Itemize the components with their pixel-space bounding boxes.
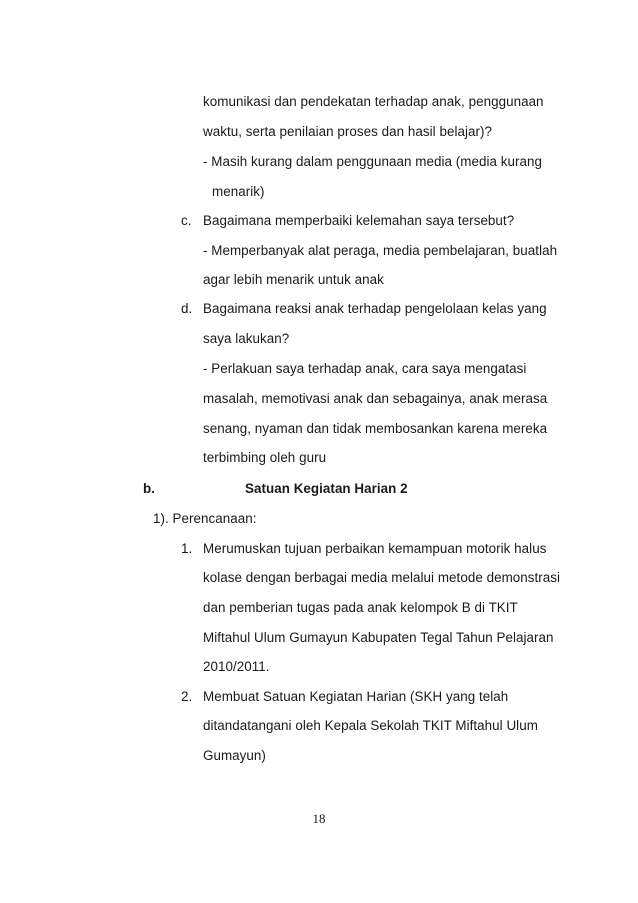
plan-item-2-line-3: Gumayun) — [203, 748, 266, 763]
item-d-marker: d. — [181, 301, 193, 316]
item-d-question-line-1: Bagaimana reaksi anak terhadap pengelolaan kelas yang — [203, 301, 547, 316]
continuation-answer-line-2: menarik) — [212, 184, 265, 199]
item-d-question-line-2: saya lakukan? — [203, 331, 290, 346]
plan-item-1-line-2: kolase dengan berbagai media melalui metode demonstrasi — [203, 570, 561, 585]
plan-item-2-marker: 2. — [181, 689, 193, 704]
plan-item-1-line-3: dan pemberian tugas pada anak kelompok B di TKIT — [203, 600, 518, 615]
item-c-answer-line-2: agar lebih menarik untuk anak — [203, 272, 384, 287]
item-c-question: Bagaimana memperbaiki kelemahan saya tersebut? — [203, 213, 515, 228]
plan-item-2-line-2: ditandatangani oleh Kepala Sekolah TKIT Miftahul Ulum — [203, 718, 538, 733]
section-b-marker: b. — [143, 481, 155, 496]
item-d-answer-line-3: senang, nyaman dan tidak membosankan karena mereka — [203, 421, 548, 436]
continuation-answer-line-1: - Masih kurang dalam penggunaan media (media kurang — [203, 154, 543, 169]
item-c-answer-line-1: - Memperbanyak alat peraga, media pembelajaran, buatlah — [203, 243, 558, 258]
item-c-marker: c. — [181, 213, 192, 228]
plan-item-2-line-1: Membuat Satuan Kegiatan Harian (SKH yang telah — [203, 689, 509, 704]
item-d-answer-line-2: masalah, memotivasi anak dan sebagainya, anak merasa — [203, 391, 548, 406]
page-number: 18 — [312, 811, 326, 826]
plan-item-1-line-4: Miftahul Ulum Gumayun Kabupaten Tegal Tahun Pelajaran — [203, 630, 554, 645]
plan-item-1-line-1: Merumuskan tujuan perbaikan kemampuan motorik halus — [203, 541, 547, 556]
plan-item-1-marker: 1. — [181, 541, 193, 556]
item-d-answer-line-4: terbimbing oleh guru — [203, 450, 327, 465]
continuation-line-1: komunikasi dan pendekatan terhadap anak, penggunaan — [203, 94, 544, 109]
continuation-line-2: waktu, serta penilaian proses dan hasil belajar)? — [203, 124, 493, 139]
section-b-title: Satuan Kegiatan Harian 2 — [245, 481, 408, 496]
item-d-answer-line-1: - Perlakuan saya terhadap anak, cara saya mengatasi — [203, 361, 527, 376]
perencanaan-heading: 1). Perencanaan: — [153, 511, 257, 526]
plan-item-1-line-5: 2010/2011. — [203, 659, 270, 674]
